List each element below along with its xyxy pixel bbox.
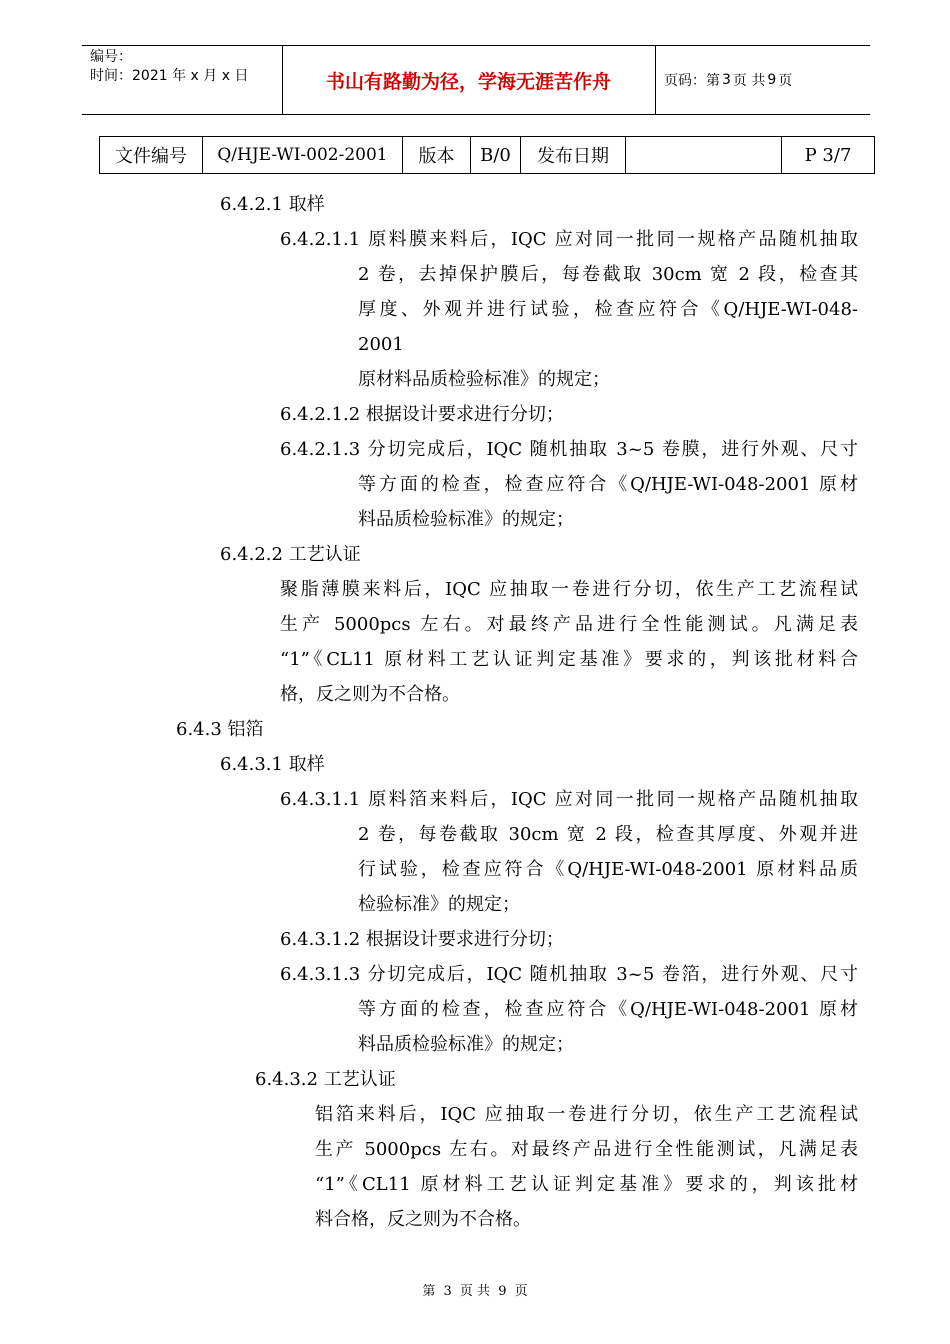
paragraph-line: 6.4.2.1.3 分切完成后，IQC 随机抽取 3~5 卷膜，进行外观、尺寸 [280,439,858,460]
release-date-label: 发布日期 [521,137,626,174]
number-label: 编号： [90,49,132,65]
file-no-value: Q/HJE-WI-002-2001 [203,137,403,174]
version-label: 版本 [403,137,471,174]
paragraph-line: 料品质检验标准》的规定； [358,509,574,530]
paragraph-line: 等方面的检查，检查应符合《Q/HJE-WI-048-2001 原材 [358,999,858,1020]
footer-current: 3 [443,1284,452,1299]
paragraph-line: “1”《CL11 原材料工艺认证判定基准》要求的，判该批材料合 [280,649,858,670]
time-label: 时间：2021 年 x 月 x 日 [90,68,249,84]
paragraph-line: 6.4.2.1.1 原料膜来料后，IQC 应对同一批同一规格产品随机抽取 [280,229,858,250]
paragraph-line: 格，反之则为不合格。 [280,684,460,705]
paragraph-line: 料合格，反之则为不合格。 [315,1209,531,1230]
paragraph-line: 6.4.2.1.2 根据设计要求进行分切； [280,404,564,425]
paragraph-line: 生产 5000pcs 左右。对最终产品进行全性能测试。凡满足表 [280,614,858,635]
table-row [100,137,875,174]
paragraph-line: 原材料品质检验标准》的规定； [358,369,610,390]
file-no-label: 文件编号 [100,137,203,174]
page-suffix: 页 [778,73,793,89]
header-divider [655,46,656,114]
version-value: B/0 [471,137,521,174]
section-heading: 6.4.3 铝箔 [176,719,264,740]
header-page-indicator [664,46,794,114]
paragraph-line: 铝箔来料后，IQC 应抽取一卷进行分切，依生产工艺流程试 [315,1104,858,1125]
paragraph-line: 等方面的检查，检查应符合《Q/HJE-WI-048-2001 原材 [358,474,858,495]
paragraph-line: 厚度、外观并进行试验，检查应符合《Q/HJE-WI-048- [358,299,858,320]
section-heading: 6.4.2.2 工艺认证 [220,544,361,565]
file-info-table [99,136,875,174]
footer-mid: 页 共 [459,1284,491,1299]
footer-total: 9 [498,1284,507,1299]
page-prefix: 页码：第 [664,73,720,89]
section-heading: 6.4.3.1 取样 [220,754,325,775]
page-current: 3 [722,72,731,88]
header-motto: 书山有路勤为径，学海无涯苦作舟 [325,70,611,93]
page-footer [0,1280,950,1299]
page-total: 9 [767,72,777,88]
page-value: P 3/7 [782,137,875,174]
paragraph-line: 行试验，检查应符合《Q/HJE-WI-048-2001 原材料品质 [358,859,858,880]
paragraph-line: 生产 5000pcs 左右。对最终产品进行全性能测试，凡满足表 [315,1139,858,1160]
paragraph-line: 料品质检验标准》的规定； [358,1034,574,1055]
paragraph-line: 2 卷，每卷截取 30cm 宽 2 段，检查其厚度、外观并进 [358,824,858,845]
paragraph-line: 检验标准》的规定； [358,894,520,915]
section-heading: 6.4.3.2 工艺认证 [255,1069,396,1090]
page-mid: 页 共 [732,73,766,89]
paragraph-line: 6.4.3.1.3 分切完成后，IQC 随机抽取 3~5 卷箔，进行外观、尺寸 [280,964,858,985]
paragraph-line: 6.4.3.1.1 原料箔来料后，IQC 应对同一批同一规格产品随机抽取 [280,789,858,810]
paragraph-line: 聚脂薄膜来料后，IQC 应抽取一卷进行分切，依生产工艺流程试 [280,579,858,600]
page-header [82,45,870,115]
section-heading: 6.4.2.1 取样 [220,194,325,215]
release-date-value [626,137,782,174]
footer-prefix: 第 [422,1284,436,1299]
footer-suffix: 页 [514,1284,528,1299]
paragraph-line: 6.4.3.1.2 根据设计要求进行分切； [280,929,564,950]
header-meta [90,48,248,86]
paragraph-line: 2 卷，去掉保护膜后，每卷截取 30cm 宽 2 段，检查其 [358,264,858,285]
paragraph-line: 2001 [358,334,404,355]
paragraph-line: “1”《CL11 原材料工艺认证判定基准》要求的，判该批材 [315,1174,858,1195]
